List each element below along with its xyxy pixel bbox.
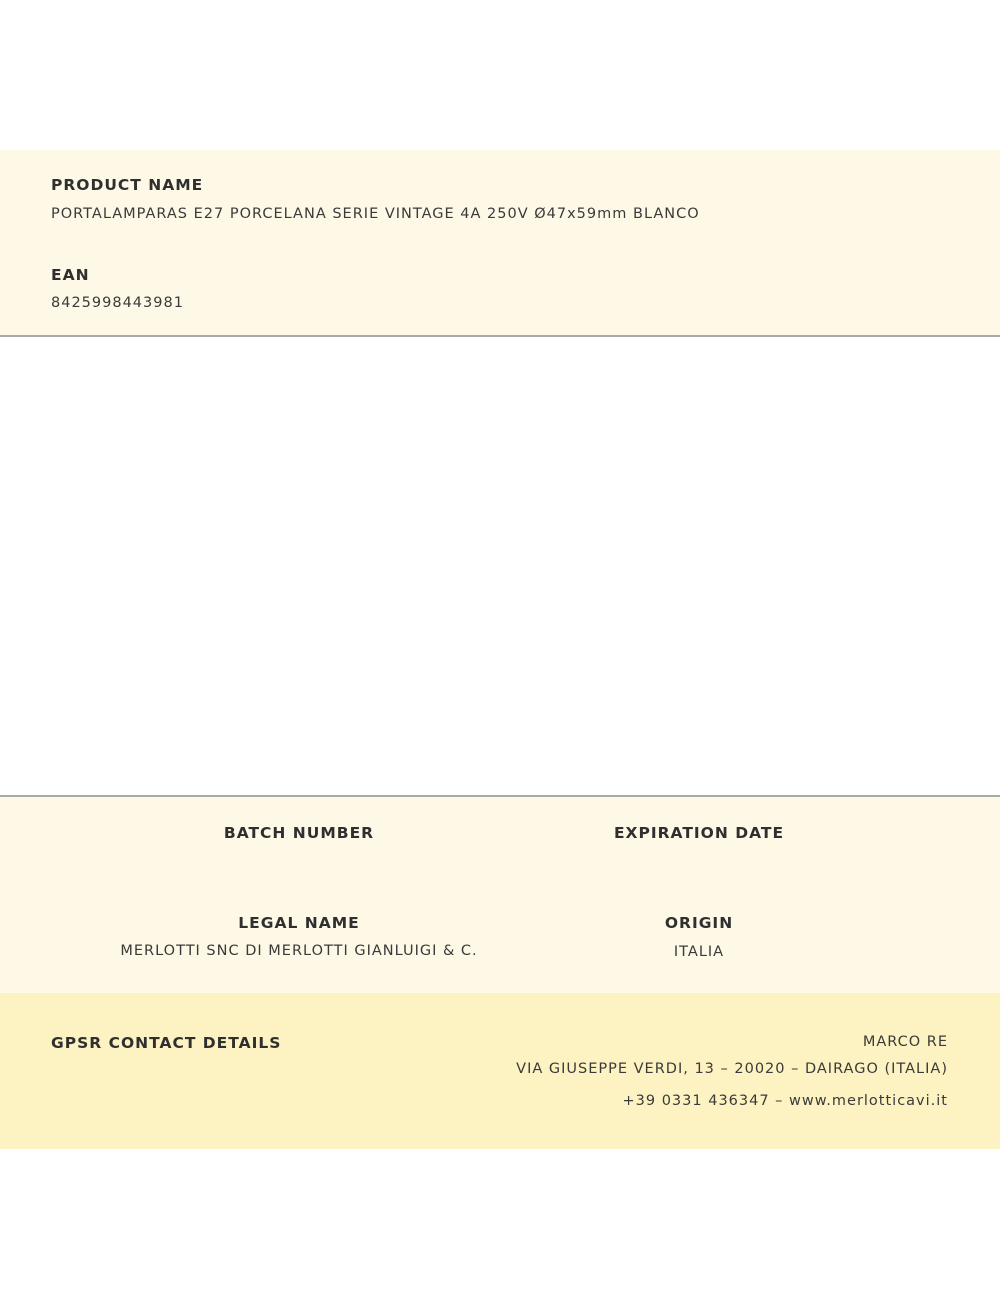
gpsr-contact-name: MARCO RE <box>862 1034 948 1050</box>
ean-value: 8425998443981 <box>51 295 184 311</box>
details-band <box>0 795 1000 995</box>
gpsr-contact-label: GPSR CONTACT DETAILS <box>51 1034 282 1052</box>
product-name-label: PRODUCT NAME <box>51 176 204 194</box>
legal-name-label: LEGAL NAME <box>238 914 360 932</box>
gpsr-contact-phone-web: +39 0331 436347 – www.merlotticavi.it <box>622 1093 948 1109</box>
product-name-value: PORTALAMPARAS E27 PORCELANA SERIE VINTAGE 4A 250V Ø47x59mm BLANCO <box>51 206 700 222</box>
expiration-date-label: EXPIRATION DATE <box>613 824 785 842</box>
origin-value: ITALIA <box>673 944 725 960</box>
batch-number-label: BATCH NUMBER <box>223 824 375 842</box>
legal-name-value: MERLOTTI SNC DI MERLOTTI GIANLUIGI & C. <box>120 943 478 959</box>
gpsr-contact-address: VIA GIUSEPPE VERDI, 13 – 20020 – DAIRAGO (ITALIA) <box>516 1061 948 1077</box>
origin-label: ORIGIN <box>664 914 734 932</box>
ean-label: EAN <box>51 266 90 284</box>
